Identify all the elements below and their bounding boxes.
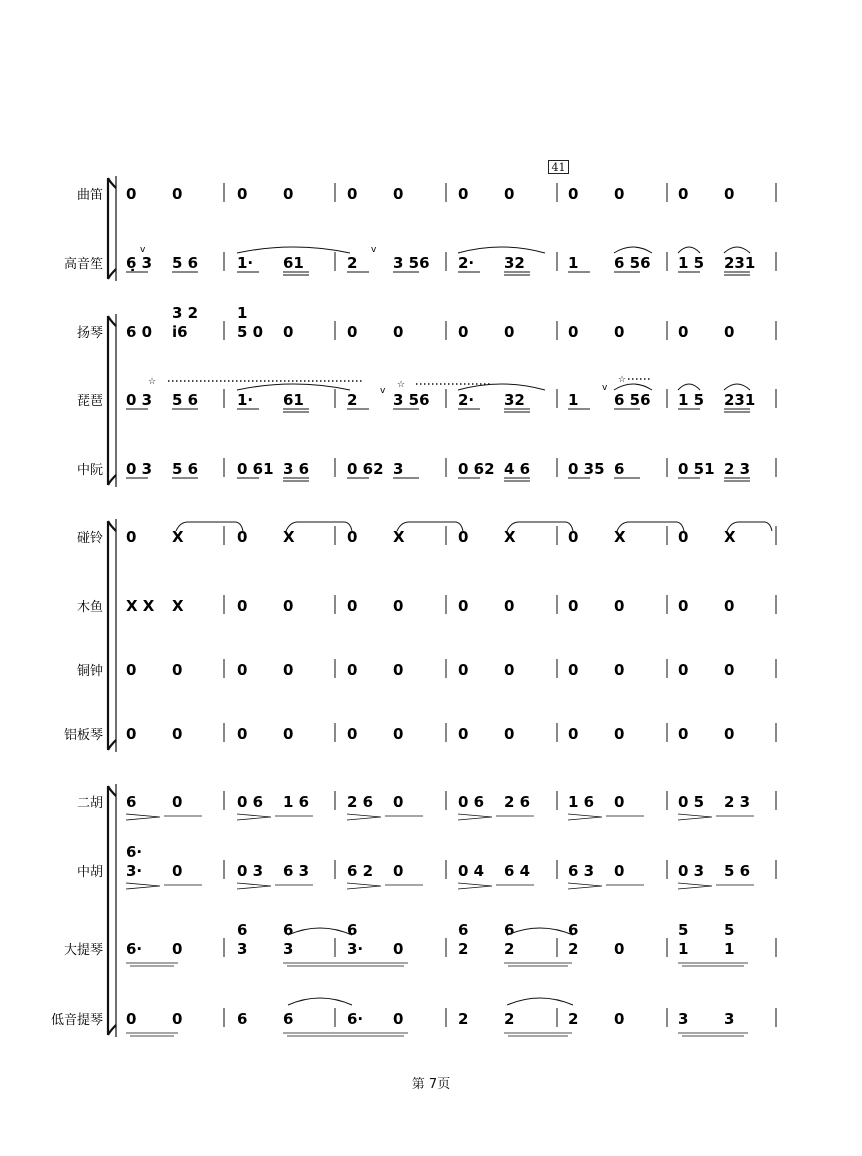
note: 6 56 xyxy=(614,391,651,409)
note: 0 xyxy=(678,323,689,341)
note: 1 5 xyxy=(678,391,705,409)
note: 6· xyxy=(347,1010,364,1028)
slur xyxy=(614,247,652,253)
note: 3 xyxy=(678,1010,689,1028)
bracket-percussion xyxy=(108,521,116,750)
instrument-label: 铝板琴 xyxy=(63,728,103,743)
note: 1 xyxy=(678,940,689,958)
bracket-plucked xyxy=(108,316,116,485)
note: 0 61 xyxy=(237,460,274,478)
note: 6 xyxy=(126,793,137,811)
note: 0 51 xyxy=(678,460,715,478)
note: 0 xyxy=(614,940,625,958)
note: 0 xyxy=(237,185,248,203)
note: 0 xyxy=(568,323,579,341)
accent-wedge xyxy=(126,883,160,889)
note: 0 xyxy=(393,1010,404,1028)
note: 2 xyxy=(568,940,579,958)
note: 0 xyxy=(458,185,469,203)
note: 231 xyxy=(724,254,756,272)
bracket-strings xyxy=(108,786,116,1035)
note: 0 xyxy=(504,597,515,615)
note: 2 6 xyxy=(347,793,374,811)
note: 0 xyxy=(237,725,248,743)
note: 0 xyxy=(614,597,625,615)
note: 6̣ 3 xyxy=(126,254,153,272)
note: 2 xyxy=(347,391,358,409)
note: 0 xyxy=(678,597,689,615)
note: 0 xyxy=(614,793,625,811)
note: 3 xyxy=(724,1010,735,1028)
note: 6 xyxy=(283,1010,294,1028)
note: X xyxy=(724,528,736,546)
note: 0 xyxy=(237,528,248,546)
note: 2 xyxy=(568,1010,579,1028)
note: 0 xyxy=(172,1010,183,1028)
note: 0 xyxy=(614,862,625,880)
note: 2 3 xyxy=(724,793,751,811)
note: 2· xyxy=(458,391,475,409)
note: 0 xyxy=(458,661,469,679)
upper-note: 5 xyxy=(724,921,735,939)
breath-mark: v xyxy=(371,245,377,255)
tie xyxy=(507,522,573,531)
slur xyxy=(507,998,573,1005)
rehearsal-mark: 41 xyxy=(548,160,569,174)
slur xyxy=(288,998,352,1005)
note: 0 xyxy=(126,725,137,743)
upper-note: 6 xyxy=(283,921,294,939)
note: 0 xyxy=(347,323,358,341)
slur xyxy=(507,928,573,935)
tie xyxy=(286,522,352,531)
note: 5 0 xyxy=(237,323,264,341)
note: 0 xyxy=(393,661,404,679)
star-mark: ☆ xyxy=(618,375,627,385)
note: 0 xyxy=(393,597,404,615)
note: 0 xyxy=(504,185,515,203)
note: 3· xyxy=(347,940,364,958)
note: 0 xyxy=(568,597,579,615)
upper-note: 6 xyxy=(237,921,248,939)
note: 0 xyxy=(504,323,515,341)
note: 0 3 xyxy=(126,391,153,409)
note: 0 3 xyxy=(237,862,264,880)
upper-note: 6 xyxy=(504,921,515,939)
accent-wedge xyxy=(568,814,602,820)
note: 6 xyxy=(614,460,625,478)
note: 6· xyxy=(126,940,143,958)
tie xyxy=(176,522,243,531)
note: 0 xyxy=(347,661,358,679)
note: 1 xyxy=(568,254,579,272)
slur xyxy=(678,247,700,253)
note: 0 3 xyxy=(126,460,153,478)
instrument-label: 铜钟 xyxy=(76,664,103,679)
note: 0 xyxy=(126,528,137,546)
instrument-label: 中阮 xyxy=(76,463,103,478)
note: 0 xyxy=(568,661,579,679)
upper-note: 6 xyxy=(458,921,469,939)
instrument-label: 碰铃 xyxy=(76,531,103,546)
upper-note: 5 xyxy=(678,921,689,939)
note: 3 56 xyxy=(393,254,430,272)
breath-mark: v xyxy=(602,383,608,393)
note: 0 6 xyxy=(237,793,264,811)
note: 3· xyxy=(126,862,143,880)
star-mark: ☆ xyxy=(148,377,157,387)
instrument-label: 琵琶 xyxy=(76,394,103,409)
note: X xyxy=(283,528,295,546)
accent-wedge xyxy=(237,814,271,820)
note: 231 xyxy=(724,391,756,409)
accent-wedge xyxy=(126,814,160,820)
instrument-label: 扬琴 xyxy=(76,326,103,341)
note: 1 xyxy=(724,940,735,958)
note: 0 xyxy=(237,661,248,679)
slur xyxy=(678,384,700,390)
note: 0 xyxy=(283,725,294,743)
instrument-label: 高音笙 xyxy=(63,257,103,272)
note: 0 xyxy=(126,1010,137,1028)
note: 4 6 xyxy=(504,460,531,478)
note: 0 5 xyxy=(678,793,705,811)
accent-wedge xyxy=(678,883,712,889)
note: 6 0 xyxy=(126,323,153,341)
upper-note: 1 xyxy=(237,304,248,322)
accent-wedge xyxy=(678,814,712,820)
note: 1 5 xyxy=(678,254,705,272)
note: 0 xyxy=(393,940,404,958)
note: 6 3 xyxy=(283,862,310,880)
note: 0 xyxy=(724,661,735,679)
note: 0 xyxy=(393,185,404,203)
upper-note: 3 2 xyxy=(172,304,199,322)
note: 0 xyxy=(614,725,625,743)
upper-note: 6 xyxy=(347,921,358,939)
note: 0 xyxy=(347,185,358,203)
note: X xyxy=(172,528,184,546)
note: 0 4 xyxy=(458,862,485,880)
note: 61 xyxy=(283,391,304,409)
note: 0 xyxy=(458,597,469,615)
note: 2 xyxy=(347,254,358,272)
note: 0 xyxy=(724,323,735,341)
breath-mark: v xyxy=(140,245,146,255)
note: 0 xyxy=(724,597,735,615)
accent-wedge xyxy=(347,883,381,889)
note: X xyxy=(504,528,516,546)
note: 2 xyxy=(504,1010,515,1028)
note: 5 6 xyxy=(172,460,199,478)
note: 1 6 xyxy=(568,793,595,811)
note: 0 xyxy=(347,725,358,743)
note: 0 xyxy=(283,323,294,341)
note: 0 xyxy=(126,661,137,679)
note: 0 xyxy=(283,661,294,679)
note: 0 xyxy=(678,661,689,679)
slur xyxy=(288,928,352,935)
page-number: 第 7页 xyxy=(411,1077,451,1092)
note: X xyxy=(393,528,405,546)
note: 0 xyxy=(614,1010,625,1028)
note: 2 6 xyxy=(504,793,531,811)
note: 1 xyxy=(568,391,579,409)
slur xyxy=(458,384,545,390)
note: 3 6 xyxy=(283,460,310,478)
note: 5 6 xyxy=(172,254,199,272)
note: 0 xyxy=(568,528,579,546)
note: 0 xyxy=(393,793,404,811)
note: 0 xyxy=(172,661,183,679)
note: 0 3 xyxy=(678,862,705,880)
note: 0 xyxy=(172,725,183,743)
note: 32 xyxy=(504,254,525,272)
instrument-label: 二胡 xyxy=(76,796,103,811)
note: X xyxy=(172,597,184,615)
note: 0 xyxy=(347,597,358,615)
note: i̇6 xyxy=(172,323,188,341)
note: 61 xyxy=(283,254,304,272)
accent-wedge xyxy=(568,883,602,889)
note: 0 xyxy=(393,323,404,341)
note: 6 3 xyxy=(568,862,595,880)
note: 0 xyxy=(568,725,579,743)
accent-wedge xyxy=(458,814,492,820)
slur xyxy=(724,247,750,253)
note: 0 6 xyxy=(458,793,485,811)
note: 0 xyxy=(172,862,183,880)
note: 0 xyxy=(283,185,294,203)
note: 0 xyxy=(172,185,183,203)
note: 2 3 xyxy=(724,460,751,478)
note: 0 xyxy=(568,185,579,203)
tie xyxy=(397,522,463,531)
note: 0 xyxy=(347,528,358,546)
accent-wedge xyxy=(347,814,381,820)
note: 0 xyxy=(678,725,689,743)
slur xyxy=(237,247,350,253)
note: 0 xyxy=(614,323,625,341)
note: 1· xyxy=(237,391,254,409)
note: 0 xyxy=(678,185,689,203)
note: 0 xyxy=(458,725,469,743)
note: 0 xyxy=(393,725,404,743)
note: 3 56 xyxy=(393,391,430,409)
note: 32 xyxy=(504,391,525,409)
instrument-label: 低音提琴 xyxy=(50,1013,103,1028)
note: 0 xyxy=(724,185,735,203)
slur xyxy=(724,384,750,390)
note: 0 xyxy=(126,185,137,203)
instrument-label: 中胡 xyxy=(76,865,103,880)
upper-note: 6 xyxy=(568,921,579,939)
note: 0 xyxy=(237,597,248,615)
note: 0 xyxy=(283,597,294,615)
note: 1· xyxy=(237,254,254,272)
tie xyxy=(617,522,684,531)
note: 2 xyxy=(458,940,469,958)
upper-note: 6· xyxy=(126,843,143,861)
note: 0 xyxy=(504,661,515,679)
bracket-winds xyxy=(108,178,116,279)
note: 6 4 xyxy=(504,862,531,880)
note: 3 xyxy=(283,940,294,958)
note: 0 xyxy=(678,528,689,546)
note: 0 35 xyxy=(568,460,605,478)
note: 0 xyxy=(172,793,183,811)
note: X X xyxy=(126,597,155,615)
note: 3 xyxy=(237,940,248,958)
instrument-label: 曲笛 xyxy=(76,188,103,203)
note: 2 xyxy=(504,940,515,958)
instrument-label: 大提琴 xyxy=(63,943,103,958)
note: 0 62 xyxy=(347,460,384,478)
note: 6 xyxy=(237,1010,248,1028)
note: 0 xyxy=(614,185,625,203)
note: 2· xyxy=(458,254,475,272)
note: 5 6 xyxy=(724,862,751,880)
note: 5 6 xyxy=(172,391,199,409)
star-mark: ☆ xyxy=(397,380,406,390)
note: 0 xyxy=(458,528,469,546)
note: 0 xyxy=(614,661,625,679)
note: 0 xyxy=(458,323,469,341)
accent-wedge xyxy=(237,883,271,889)
note: 0 xyxy=(393,862,404,880)
note: 6 56 xyxy=(614,254,651,272)
instrument-label: 木鱼 xyxy=(76,600,103,615)
note: 0 62 xyxy=(458,460,495,478)
note: 0 xyxy=(504,725,515,743)
slur xyxy=(458,247,545,253)
breath-mark: v xyxy=(380,386,386,396)
note: 3 xyxy=(393,460,404,478)
note: 1 6 xyxy=(283,793,310,811)
note: X xyxy=(614,528,626,546)
note: 0 xyxy=(172,940,183,958)
accent-wedge xyxy=(458,883,492,889)
slur xyxy=(237,384,350,390)
note: 0 xyxy=(724,725,735,743)
note: 6 2 xyxy=(347,862,374,880)
note: 2 xyxy=(458,1010,469,1028)
